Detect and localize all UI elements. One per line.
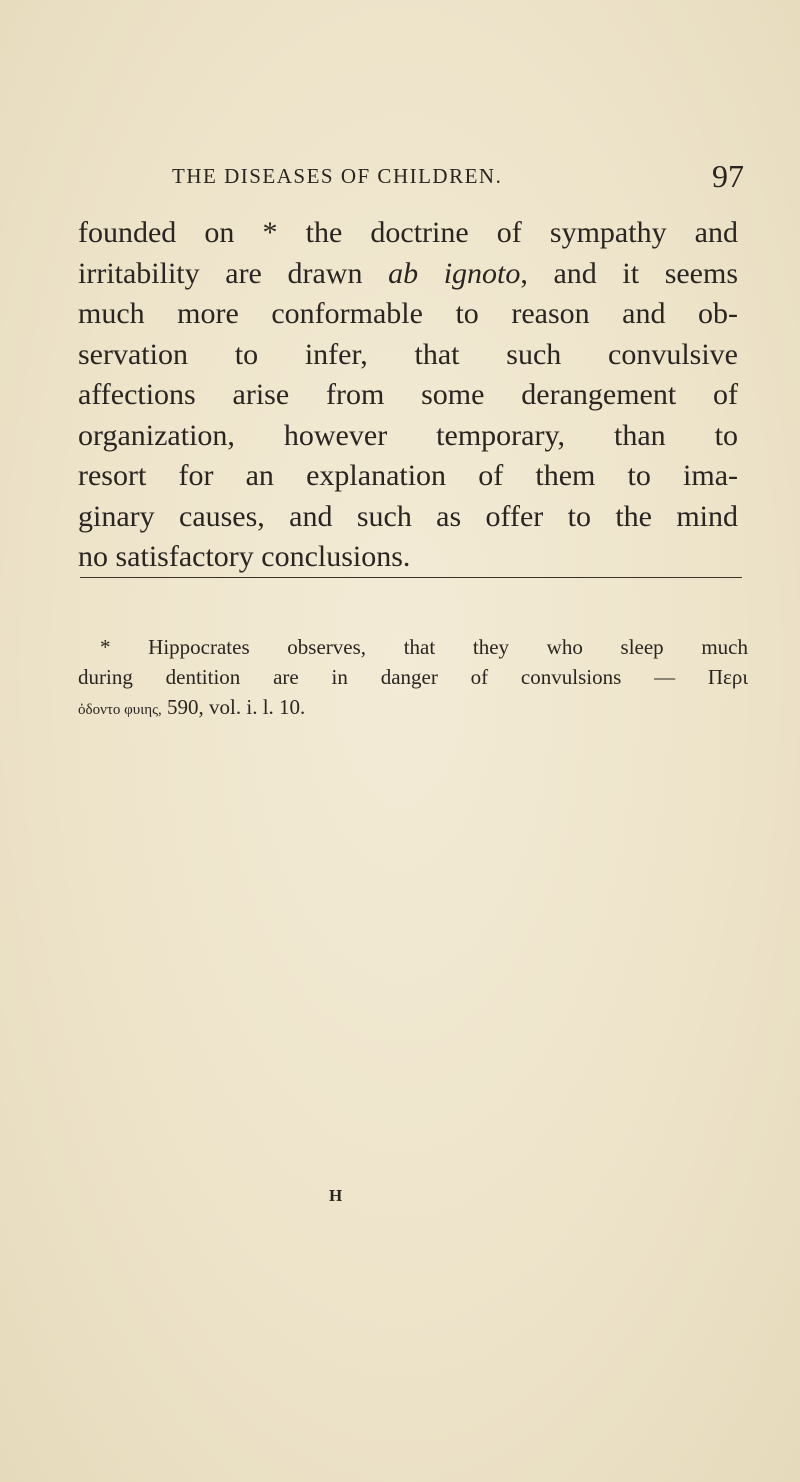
footnote-rule [80, 577, 742, 578]
body-line: servation to infer, that such convulsive [78, 337, 738, 371]
body-line: ginary causes, and such as offer to the mind [78, 499, 738, 533]
body-line: organization, however temporary, than to [78, 418, 738, 452]
body-line: resort for an explanation of them to ima- [78, 459, 738, 492]
footnote [78, 632, 748, 725]
body-paragraph [78, 213, 738, 578]
body-line: founded on * the doctrine of sympathy and [78, 216, 738, 249]
footnote-line: * Hippocrates observes, that they who sleep much [100, 635, 748, 659]
latin-phrase: ab ignoto [388, 256, 521, 290]
body-line: much more conformable to reason and ob- [78, 297, 738, 330]
body-line: affections arise from some derangement of [78, 378, 738, 411]
running-head [80, 158, 744, 198]
greek-citation: ὀδοντο φυιης, [78, 702, 162, 718]
footnote-line: during dentition are in danger of convulsions — Περι [78, 665, 748, 689]
footnote-line: ὀδοντο φυιης, 590, vol. i. l. 10. [78, 695, 306, 719]
body-line: no satisfactory conclusions. [78, 540, 411, 573]
body-line: irritability are drawn ab ignoto, and it seems [78, 256, 739, 290]
running-title: THE DISEASES OF CHILDREN. [172, 164, 503, 188]
page-number: 97 [712, 158, 744, 194]
signature-mark: H [329, 1186, 343, 1205]
